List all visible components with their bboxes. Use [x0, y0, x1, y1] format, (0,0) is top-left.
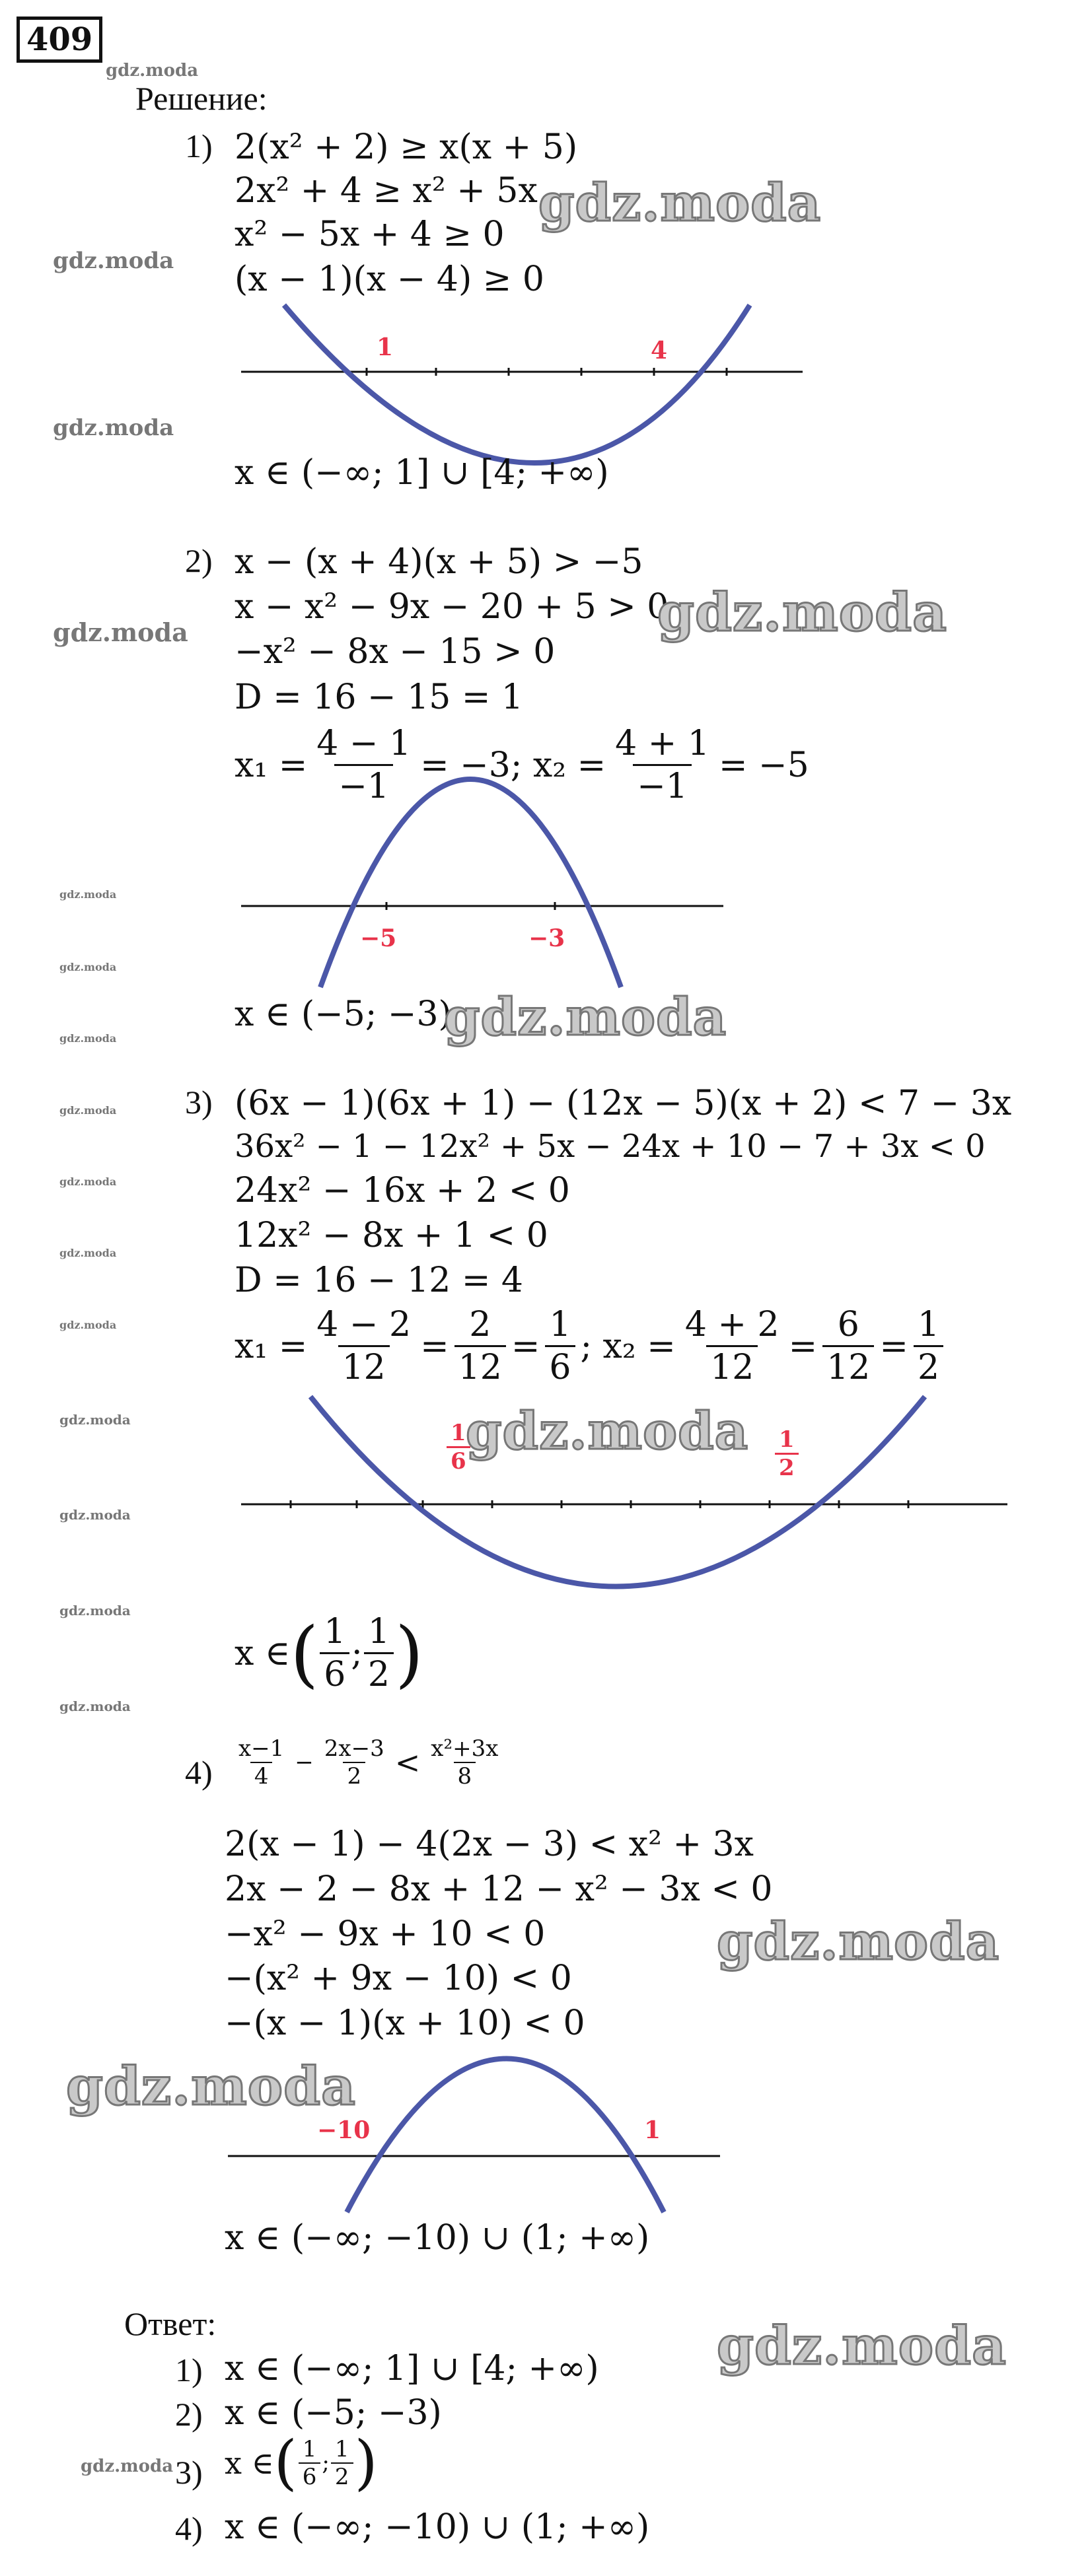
answer-2: x ∈ (−5; −3) [225, 2393, 442, 2433]
p4-c-den: 8 [454, 1762, 476, 1790]
watermark-large-4: gdz.moda [466, 1401, 749, 1461]
watermark-tiny-9: gdz.moda [59, 1507, 131, 1523]
p2-x1-den: −1 [334, 764, 393, 807]
p3-frac-2-den: 12 [454, 1345, 506, 1388]
answer-3: x ∈ ( $\frac{1}{6}$ ; $\frac{1}{2}$ ) [225, 2428, 378, 2497]
p2-x1-lhs: x₁ = [235, 745, 308, 785]
watermark-tiny-11: gdz.moda [59, 1698, 131, 1714]
p3-result: x ∈ ( $\frac{1}{6}$ ; $\frac{1}{2}$ ) [235, 1611, 423, 1696]
p4-line-2: 2x − 2 − 8x + 12 − x² − 3x < 0 [225, 1869, 773, 1909]
p2-line-3: −x² − 8x − 15 > 0 [235, 632, 556, 672]
answer-3-a-num: 1 [302, 2436, 317, 2462]
p2-x1-tail: = −3; x₂ = [420, 745, 606, 785]
watermark-large-3: gdz.moda [444, 987, 727, 1047]
p3-result-a-den: 6 [320, 1652, 349, 1695]
p4-lt: < [394, 1745, 421, 1780]
p1-result: x ∈ (−∞; 1] ∪ [4; +∞) [235, 453, 609, 493]
watermark-small-5: gdz.moda [81, 2456, 174, 2476]
graph-3 [241, 1500, 1007, 1508]
answer-2-number: 2) [175, 2396, 203, 2433]
watermark-tiny-1: gdz.moda [59, 888, 117, 901]
solution-title: Решение: [135, 80, 268, 117]
p4-c-num: x²+3x [431, 1735, 499, 1762]
p4-root-1: −10 [317, 2116, 371, 2144]
p1-line-2: 2x² + 4 ≥ x² + 5x [235, 171, 538, 211]
watermark-tiny-10: gdz.moda [59, 1603, 131, 1619]
answer-title: Ответ: [124, 2305, 217, 2342]
answer-3-prefix: x ∈ [225, 2445, 274, 2481]
watermark-tiny-3: gdz.moda [59, 1032, 117, 1045]
p2-x2-num: 4 + 1 [615, 724, 709, 763]
watermark-small-3: gdz.moda [53, 415, 174, 441]
p4-number: 4) [185, 1754, 213, 1791]
p1-number: 1) [185, 127, 213, 164]
p3-frac-4 [681, 1304, 783, 1388]
answer-1: x ∈ (−∞; 1] ∪ [4; +∞) [225, 2349, 599, 2388]
p3-result-a-num: 1 [324, 1612, 346, 1652]
p1-root-1: 1 [377, 333, 394, 361]
parabola-2 [320, 779, 621, 987]
p3-frac-2-num: 2 [469, 1305, 491, 1344]
watermark-large-7: gdz.moda [717, 2315, 1007, 2377]
p1-root-2: 4 [651, 337, 668, 365]
p2-root-2: −3 [528, 924, 565, 952]
p1-line-1: 2(x² + 2) ≥ x(x + 5) [235, 127, 578, 167]
p3-line-2: 36x² − 1 − 12x² + 5x − 24x + 10 − 7 + 3x < 0 [235, 1128, 986, 1165]
watermark-tiny-5: gdz.moda [59, 1175, 117, 1188]
p2-x2-fraction [611, 723, 713, 807]
p2-x1-fraction [312, 723, 415, 807]
p3-x1-lhs: x₁ = [235, 1326, 308, 1366]
p4-result: x ∈ (−∞; −10) ∪ (1; +∞) [225, 2218, 650, 2258]
p3-frac-1-num: 4 − 2 [316, 1305, 412, 1344]
p3-line-3: 24x² − 16x + 2 < 0 [235, 1171, 570, 1210]
watermark-large-5: gdz.moda [717, 1912, 1000, 1972]
p1-line-4: (x − 1)(x − 4) ≥ 0 [235, 260, 544, 299]
p3-number: 3) [185, 1084, 213, 1121]
p3-root-2-den: 2 [775, 1453, 799, 1481]
watermark-small: gdz.moda [106, 61, 199, 81]
parabola-1 [284, 305, 750, 463]
watermark-large-2: gdz.moda [657, 581, 947, 643]
p2-line-2: x − x² − 9x − 20 + 5 > 0 [235, 587, 669, 627]
p3-root-1-num: 1 [451, 1420, 466, 1446]
p4-b-num: 2x−3 [324, 1735, 384, 1762]
p3-frac-3 [545, 1304, 575, 1388]
watermark-tiny-6: gdz.moda [59, 1247, 117, 1259]
answer-1-number: 1) [175, 2351, 203, 2388]
p2-number: 2) [185, 542, 213, 579]
watermark-tiny-7: gdz.moda [59, 1319, 117, 1331]
watermark-tiny-2: gdz.moda [59, 961, 117, 973]
p3-frac-4-den: 12 [706, 1345, 758, 1388]
p4-original [235, 1735, 502, 1790]
watermark-large-6: gdz.moda [66, 2055, 356, 2117]
p2-x2-tail: = −5 [718, 745, 809, 785]
p3-result-b-den: 2 [364, 1652, 394, 1695]
p3-frac-5-den: 12 [822, 1345, 874, 1388]
p3-frac-4-num: 4 + 2 [684, 1305, 780, 1344]
p3-root-2-num: 1 [779, 1426, 795, 1453]
task-number: 409 [17, 17, 102, 63]
p3-eq-3: = [788, 1326, 818, 1366]
graph-2 [241, 902, 723, 910]
p4-line-3: −x² − 9x + 10 < 0 [225, 1914, 546, 1954]
p3-line-1: (6x − 1)(6x + 1) − (12x − 5)(x + 2) < 7 − 3x [235, 1084, 1012, 1123]
p4-root-2: 1 [644, 2116, 661, 2144]
answer-3-b-num: 1 [334, 2436, 349, 2462]
p2-line-4: D = 16 − 15 = 1 [235, 678, 523, 717]
p3-root-2 [770, 1426, 804, 1481]
p3-line-5: D = 16 − 12 = 4 [235, 1261, 523, 1300]
p3-root-1-den: 6 [447, 1446, 470, 1475]
watermark-tiny-4: gdz.moda [59, 1104, 117, 1117]
p3-frac-5 [822, 1304, 874, 1388]
p3-sep: ; x₂ = [580, 1326, 676, 1366]
p2-x2-den: −1 [633, 764, 692, 807]
watermark-tiny-8: gdz.moda [59, 1412, 131, 1428]
p2-roots-line [235, 723, 809, 807]
p3-eq-2: = [511, 1326, 540, 1366]
watermark-small-2: gdz.moda [53, 248, 174, 274]
p2-line-1: x − (x + 4)(x + 5) > −5 [235, 542, 643, 582]
p4-a-den: 4 [250, 1762, 273, 1790]
graph-1 [241, 368, 803, 376]
p3-frac-6-num: 1 [917, 1305, 940, 1344]
p3-frac-1-den: 12 [338, 1345, 390, 1388]
answer-3-number: 3) [175, 2454, 203, 2491]
p3-result-b-num: 1 [367, 1612, 390, 1652]
p4-line-4: −(x² + 9x − 10) < 0 [225, 1959, 572, 1998]
answer-3-b-den: 2 [331, 2462, 353, 2490]
p3-eq-1: = [420, 1326, 449, 1366]
p1-line-3: x² − 5x + 4 ≥ 0 [235, 215, 505, 254]
p4-line-5: −(x − 1)(x + 10) < 0 [225, 2003, 585, 2043]
p2-result: x ∈ (−5; −3) [235, 994, 452, 1034]
p4-a-num: x−1 [238, 1735, 285, 1762]
p3-frac-3-num: 1 [549, 1305, 571, 1344]
p3-roots-line [235, 1304, 949, 1388]
p3-frac-5-num: 6 [837, 1305, 859, 1344]
watermark-small-4: gdz.moda [53, 617, 188, 647]
p3-frac-2 [454, 1304, 506, 1388]
p3-result-prefix: x ∈ [235, 1633, 291, 1673]
watermark-large-1: gdz.moda [538, 173, 822, 233]
p4-b-den: 2 [343, 1762, 365, 1790]
p3-frac-1 [312, 1304, 415, 1388]
p4-line-1: 2(x − 1) − 4(2x − 3) < x² + 3x [225, 1825, 754, 1864]
p2-root-1: −5 [360, 924, 397, 952]
answer-4: x ∈ (−∞; −10) ∪ (1; +∞) [225, 2507, 650, 2547]
p3-eq-4: = [879, 1326, 908, 1366]
p3-frac-6 [914, 1304, 943, 1388]
p4-minus: − [295, 1749, 314, 1776]
p3-frac-3-den: 6 [545, 1345, 575, 1388]
p2-x1-num: 4 − 1 [316, 724, 412, 763]
p3-result-sep: ; [351, 1633, 363, 1673]
answer-4-number: 4) [175, 2510, 203, 2547]
answer-3-sep: ; [322, 2450, 330, 2476]
p3-line-4: 12x² − 8x + 1 < 0 [235, 1216, 548, 1255]
parabola-4 [347, 2059, 664, 2213]
answer-3-a-den: 6 [299, 2462, 321, 2490]
p3-frac-6-den: 2 [914, 1345, 943, 1388]
